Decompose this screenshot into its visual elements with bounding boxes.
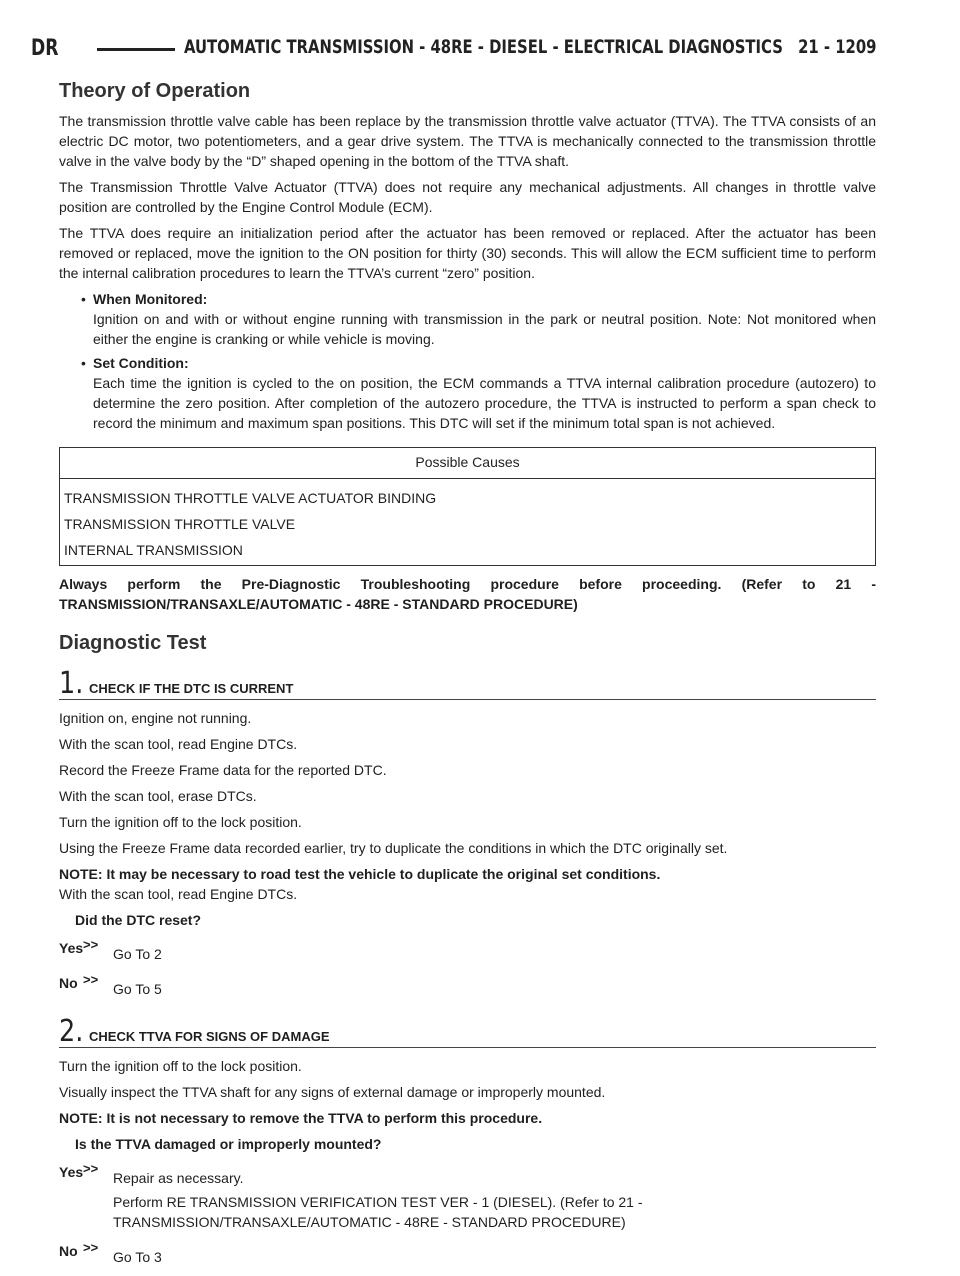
diagnostic-heading: Diagnostic Test <box>59 632 207 654</box>
step-line: Turn the ignition off to the lock position. <box>59 1058 302 1074</box>
manual-page <box>31 34 876 1276</box>
answer-text: Go To 2 <box>113 946 162 962</box>
answer-yes <box>59 1162 876 1236</box>
step-2-header <box>59 1014 876 1049</box>
page-number: 21 - 1209 <box>797 36 876 58</box>
answer-key: No <box>59 1243 78 1259</box>
step-title: CHECK TTVA FOR SIGNS OF DAMAGE <box>89 1029 330 1044</box>
bullet-dot-icon: • <box>81 355 86 371</box>
step-number: 2. <box>59 1014 84 1049</box>
bullet-set-condition <box>59 353 876 433</box>
step-note: NOTE: It may be necessary to road test the vehicle to duplicate the original set conditions. <box>59 866 661 882</box>
step-line: Visually inspect the TTVA shaft for any signs of external damage or improperly mounted. <box>59 1084 606 1100</box>
pre-diagnostic-note: Always perform the Pre-Diagnostic Troubleshooting procedure before proceeding. (Refer to 21 - TRANSMISSION/TRANSAXLE/AUTOMATIC - 48RE - STANDARD PROCEDURE) <box>59 576 876 612</box>
theory-paragraph-3: The TTVA does require an initialization period after the actuator has been removed or replaced. After the actuator has been removed or replaced, move the ignition to the ON position for thirty (30) seconds. This will allow the ECM sufficient time to perform the internal calibration procedures to learn the TTVA’s current “zero” position. <box>59 225 876 281</box>
step-title: CHECK IF THE DTC IS CURRENT <box>89 681 294 696</box>
step-line: Turn the ignition off to the lock position. <box>59 814 302 830</box>
possible-causes-header: Possible Causes <box>60 448 875 479</box>
step-line: Ignition on, engine not running. <box>59 710 252 726</box>
answer-text: Go To 3 <box>113 1249 162 1265</box>
theory-paragraph-2: The Transmission Throttle Valve Actuator (TTVA) does not require any mechanical adjustments. All changes in throttle valve position are controlled by the Engine Control Module (ECM). <box>59 179 876 215</box>
step-line: With the scan tool, read Engine DTCs. <box>59 886 298 902</box>
step-question: Did the DTC reset? <box>75 912 202 928</box>
answer-text: Repair as necessary. <box>113 1170 244 1186</box>
answer-arrow: >> <box>83 972 99 987</box>
step-line: Record the Freeze Frame data for the reported DTC. <box>59 762 387 778</box>
bullet-dot-icon: • <box>81 291 86 307</box>
running-head-title: AUTOMATIC TRANSMISSION - 48RE - DIESEL - ELECTRICAL DIAGNOSTICS <box>184 36 783 58</box>
cause-row: INTERNAL TRANSMISSION <box>64 542 243 558</box>
step-number: 1. <box>59 666 84 701</box>
cause-row: TRANSMISSION THROTTLE VALVE ACTUATOR BINDING <box>64 490 437 506</box>
step-1-header <box>59 666 876 701</box>
step-line: Using the Freeze Frame data recorded earlier, try to duplicate the conditions in which the DTC originally set. <box>59 840 728 856</box>
bullet-text: Each time the ignition is cycled to the on position, the ECM commands a TTVA internal calibration procedure (autozero) to determine the zero position. After completion of the autozero procedure, the TTVA is instructed to perform a span check to record the minimum and maximum span positions. This DTC will set if the minimum total span is not achieved. <box>93 375 876 431</box>
step-question: Is the TTVA damaged or improperly mounted? <box>75 1136 382 1152</box>
bullet-when-monitored <box>59 289 876 349</box>
answer-key: No <box>59 975 78 991</box>
answer-key: Yes <box>59 1164 84 1180</box>
answer-arrow: >> <box>83 1240 99 1255</box>
bullet-text: Ignition on and with or without engine running with transmission in the park or neutral position. Note: Not monitored when either the engine is cranking or while vehicle is moving. <box>93 311 876 347</box>
possible-causes-table <box>59 447 876 566</box>
answer-arrow: >> <box>83 937 99 952</box>
answer-no <box>59 973 876 1003</box>
step-line: With the scan tool, erase DTCs. <box>59 788 257 804</box>
theory-heading: Theory of Operation <box>59 80 251 102</box>
answer-yes <box>59 938 876 968</box>
step-line: With the scan tool, read Engine DTCs. <box>59 736 298 752</box>
theory-paragraph-1: The transmission throttle valve cable has been replace by the transmission throttle valve actuator (TTVA). The TTVA consists of an electric DC motor, two potentiometers, and a gear drive system. The TTVA is mechanically connected to the transmission throttle valve in the valve body by the “D” shaped opening in the bottom of the TTVA shaft. <box>59 113 876 169</box>
answer-no <box>59 1241 876 1271</box>
bullet-title: Set Condition: <box>93 355 189 371</box>
answer-text: Perform RE TRANSMISSION VERIFICATION TEST VER - 1 (DIESEL). (Refer to 21 - TRANSMISSION/TRANSAXLE/AUTOMATIC - 48RE - STANDARD PROCEDURE) <box>113 1194 643 1230</box>
answer-text: Go To 5 <box>113 981 162 997</box>
running-head-left: DR <box>31 36 59 61</box>
answer-key: Yes <box>59 940 84 956</box>
step-note: NOTE: It is not necessary to remove the TTVA to perform this procedure. <box>59 1110 543 1126</box>
cause-row: TRANSMISSION THROTTLE VALVE <box>64 516 296 532</box>
running-head-rule <box>97 48 175 51</box>
bullet-title: When Monitored: <box>93 291 208 307</box>
running-head <box>31 34 876 68</box>
answer-arrow: >> <box>83 1161 99 1176</box>
